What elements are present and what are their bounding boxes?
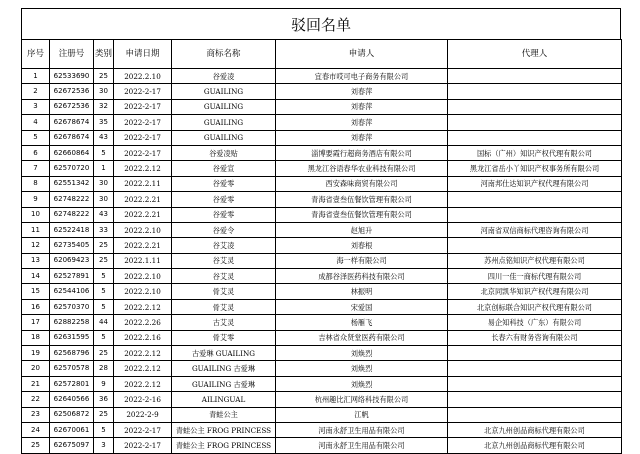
cell-mark: 谷爱令 bbox=[172, 222, 276, 237]
cell-applicant: 宋爱国 bbox=[276, 299, 448, 314]
cell-seq: 15 bbox=[22, 284, 50, 299]
cell-mark: 骨艾灵 bbox=[172, 299, 276, 314]
cell-mark: GUAILING 古爱琳 bbox=[172, 376, 276, 391]
cell-reg-no: 62533690 bbox=[50, 69, 94, 84]
cell-applicant: 杭州趣比汇网络科技有限公司 bbox=[276, 392, 448, 407]
cell-seq: 3 bbox=[22, 99, 50, 114]
cell-reg-no: 62678674 bbox=[50, 130, 94, 145]
cell-class: 5 bbox=[94, 330, 114, 345]
cell-agent: 苏州点铭知识产权代理有限公司 bbox=[448, 253, 622, 268]
cell-agent bbox=[448, 392, 622, 407]
cell-applicant: 河南永舒卫生用品有限公司 bbox=[276, 422, 448, 437]
table-row bbox=[22, 176, 622, 191]
cell-class: 36 bbox=[94, 392, 114, 407]
cell-date: 2022.2.16 bbox=[114, 330, 172, 345]
table-row bbox=[22, 130, 622, 145]
cell-seq: 20 bbox=[22, 361, 50, 376]
cell-date: 2022.2.12 bbox=[114, 161, 172, 176]
cell-seq: 2 bbox=[22, 84, 50, 99]
table-row bbox=[22, 222, 622, 237]
cell-class: 5 bbox=[94, 422, 114, 437]
cell-applicant: 杨雁飞 bbox=[276, 315, 448, 330]
cell-class: 5 bbox=[94, 269, 114, 284]
cell-seq: 12 bbox=[22, 238, 50, 253]
cell-agent: 长春六有财务咨询有限公司 bbox=[448, 330, 622, 345]
cell-applicant: 吉林省众贤堂医药有限公司 bbox=[276, 330, 448, 345]
cell-date: 2022-2-17 bbox=[114, 130, 172, 145]
cell-seq: 17 bbox=[22, 315, 50, 330]
table-row bbox=[22, 99, 622, 114]
cell-reg-no: 62572801 bbox=[50, 376, 94, 391]
cell-seq: 13 bbox=[22, 253, 50, 268]
cell-mark: 谷艾灵 bbox=[172, 253, 276, 268]
cell-applicant: 刘春萍 bbox=[276, 99, 448, 114]
cell-applicant: 刘春萍 bbox=[276, 115, 448, 130]
table-row bbox=[22, 392, 622, 407]
cell-class: 30 bbox=[94, 84, 114, 99]
table-row bbox=[22, 269, 622, 284]
cell-agent bbox=[448, 207, 622, 222]
header-class: 类别 bbox=[94, 40, 114, 69]
cell-mark: 青蛙公主 FROG PRINCESS bbox=[172, 422, 276, 437]
cell-applicant: 江帆 bbox=[276, 407, 448, 422]
cell-date: 2022-2-17 bbox=[114, 84, 172, 99]
cell-date: 2022-2-9 bbox=[114, 407, 172, 422]
cell-applicant: 河南永舒卫生用品有限公司 bbox=[276, 438, 448, 453]
cell-seq: 21 bbox=[22, 376, 50, 391]
table-row bbox=[22, 330, 622, 345]
cell-agent: 四川一佳一商标代理有限公司 bbox=[448, 269, 622, 284]
cell-agent bbox=[448, 99, 622, 114]
table-row bbox=[22, 438, 622, 453]
cell-seq: 8 bbox=[22, 176, 50, 191]
cell-date: 2022-2-17 bbox=[114, 145, 172, 160]
cell-mark: 古艾灵 bbox=[172, 315, 276, 330]
cell-mark: 谷爱零 bbox=[172, 176, 276, 191]
table-row bbox=[22, 192, 622, 207]
cell-reg-no: 62748222 bbox=[50, 192, 94, 207]
table-row bbox=[22, 422, 622, 437]
cell-seq: 1 bbox=[22, 69, 50, 84]
cell-date: 2022-2-16 bbox=[114, 392, 172, 407]
cell-mark: 谷爱宣 bbox=[172, 161, 276, 176]
cell-applicant: 刘春根 bbox=[276, 238, 448, 253]
cell-mark: 谷爱凌 bbox=[172, 69, 276, 84]
cell-date: 2022.2.21 bbox=[114, 207, 172, 222]
cell-date: 2022.2.10 bbox=[114, 284, 172, 299]
cell-seq: 9 bbox=[22, 192, 50, 207]
cell-class: 44 bbox=[94, 315, 114, 330]
cell-reg-no: 62069423 bbox=[50, 253, 94, 268]
cell-mark: 谷爱零 bbox=[172, 207, 276, 222]
cell-agent: 国标（广州）知识产权代理有限公司 bbox=[448, 145, 622, 160]
header-mark: 商标名称 bbox=[172, 40, 276, 69]
cell-reg-no: 62631595 bbox=[50, 330, 94, 345]
cell-date: 2022.2.10 bbox=[114, 222, 172, 237]
cell-applicant: 黑龙江谷语春华农业科技有限公司 bbox=[276, 161, 448, 176]
cell-agent bbox=[448, 69, 622, 84]
table-row bbox=[22, 315, 622, 330]
cell-mark: 青蛙公主 FROG PRINCESS bbox=[172, 438, 276, 453]
cell-class: 25 bbox=[94, 253, 114, 268]
cell-class: 25 bbox=[94, 407, 114, 422]
cell-reg-no: 62672536 bbox=[50, 99, 94, 114]
cell-class: 5 bbox=[94, 299, 114, 314]
table-header-row bbox=[22, 40, 622, 69]
cell-reg-no: 62660864 bbox=[50, 145, 94, 160]
cell-agent: 北京创标联合知识产权代理有限公司 bbox=[448, 299, 622, 314]
table-row bbox=[22, 376, 622, 391]
cell-mark: GUAILING bbox=[172, 115, 276, 130]
cell-date: 2022.2.12 bbox=[114, 299, 172, 314]
cell-class: 30 bbox=[94, 176, 114, 191]
cell-class: 25 bbox=[94, 238, 114, 253]
cell-class: 43 bbox=[94, 130, 114, 145]
cell-applicant: 淄博要霞行超商务酒店有限公司 bbox=[276, 145, 448, 160]
cell-seq: 23 bbox=[22, 407, 50, 422]
cell-agent bbox=[448, 376, 622, 391]
cell-class: 35 bbox=[94, 115, 114, 130]
cell-applicant: 林振明 bbox=[276, 284, 448, 299]
cell-reg-no: 62522418 bbox=[50, 222, 94, 237]
table-row bbox=[22, 299, 622, 314]
table-row bbox=[22, 207, 622, 222]
header-agent: 代理人 bbox=[448, 40, 622, 69]
header-applicant: 申请人 bbox=[276, 40, 448, 69]
cell-mark: GUAILING bbox=[172, 84, 276, 99]
cell-reg-no: 62570370 bbox=[50, 299, 94, 314]
cell-applicant: 青海省壹叁伍餐饮管理有限公司 bbox=[276, 192, 448, 207]
table-row bbox=[22, 253, 622, 268]
cell-seq: 7 bbox=[22, 161, 50, 176]
table-row bbox=[22, 115, 622, 130]
cell-mark: GUAILING bbox=[172, 130, 276, 145]
cell-reg-no: 62570720 bbox=[50, 161, 94, 176]
cell-date: 2022.2.12 bbox=[114, 361, 172, 376]
cell-seq: 11 bbox=[22, 222, 50, 237]
cell-seq: 16 bbox=[22, 299, 50, 314]
cell-date: 2022.2.26 bbox=[114, 315, 172, 330]
cell-mark: 谷艾凌 bbox=[172, 238, 276, 253]
table-row bbox=[22, 161, 622, 176]
cell-mark: 骨艾灵 bbox=[172, 284, 276, 299]
rejection-table bbox=[21, 39, 622, 454]
cell-date: 2022.2.21 bbox=[114, 238, 172, 253]
cell-class: 25 bbox=[94, 69, 114, 84]
cell-date: 2022.2.12 bbox=[114, 346, 172, 361]
cell-applicant: 刘焕烈 bbox=[276, 346, 448, 361]
page-title: 驳回名单 bbox=[21, 8, 621, 39]
cell-applicant: 刘焕烈 bbox=[276, 361, 448, 376]
cell-reg-no: 62678674 bbox=[50, 115, 94, 130]
cell-class: 28 bbox=[94, 361, 114, 376]
rejection-list-sheet bbox=[21, 8, 621, 454]
cell-class: 43 bbox=[94, 207, 114, 222]
cell-seq: 5 bbox=[22, 130, 50, 145]
cell-agent: 黑龙江省岳小丫知识产权事务所有限公司 bbox=[448, 161, 622, 176]
cell-mark: 谷爱零 bbox=[172, 192, 276, 207]
cell-mark: 谷爱凌贴 bbox=[172, 145, 276, 160]
cell-date: 2022.2.11 bbox=[114, 176, 172, 191]
cell-mark: 古爱琳 GUAILING bbox=[172, 346, 276, 361]
table-row bbox=[22, 407, 622, 422]
cell-date: 2022.2.21 bbox=[114, 192, 172, 207]
cell-agent: 易企知科技（广东）有限公司 bbox=[448, 315, 622, 330]
table-row bbox=[22, 361, 622, 376]
cell-agent: 河南邦仕达知识产权代理有限公司 bbox=[448, 176, 622, 191]
cell-reg-no: 62506872 bbox=[50, 407, 94, 422]
cell-date: 2022-2-17 bbox=[114, 438, 172, 453]
cell-reg-no: 62640566 bbox=[50, 392, 94, 407]
table-body bbox=[22, 69, 622, 454]
cell-reg-no: 62672536 bbox=[50, 84, 94, 99]
cell-applicant: 宜春市哎可电子商务有限公司 bbox=[276, 69, 448, 84]
table-row bbox=[22, 145, 622, 160]
table-row bbox=[22, 346, 622, 361]
cell-agent: 北京九州创品商标代理有限公司 bbox=[448, 438, 622, 453]
cell-date: 2022-2-17 bbox=[114, 115, 172, 130]
cell-reg-no: 62675097 bbox=[50, 438, 94, 453]
cell-class: 25 bbox=[94, 346, 114, 361]
cell-applicant: 刘春萍 bbox=[276, 84, 448, 99]
table-row bbox=[22, 84, 622, 99]
header-seq: 序号 bbox=[22, 40, 50, 69]
cell-reg-no: 62670061 bbox=[50, 422, 94, 437]
cell-class: 9 bbox=[94, 376, 114, 391]
cell-applicant: 西安森味商贸有限公司 bbox=[276, 176, 448, 191]
cell-applicant: 刘春萍 bbox=[276, 130, 448, 145]
cell-agent bbox=[448, 130, 622, 145]
cell-mark: 青蛙公主 bbox=[172, 407, 276, 422]
cell-seq: 14 bbox=[22, 269, 50, 284]
cell-applicant: 青海省壹叁伍餐饮管理有限公司 bbox=[276, 207, 448, 222]
cell-class: 3 bbox=[94, 438, 114, 453]
cell-seq: 24 bbox=[22, 422, 50, 437]
cell-agent bbox=[448, 192, 622, 207]
cell-date: 2022.2.10 bbox=[114, 69, 172, 84]
cell-agent: 北京同凯华知识产权代理有限公司 bbox=[448, 284, 622, 299]
cell-applicant: 成都谷泽医药科技有限公司 bbox=[276, 269, 448, 284]
cell-mark: AILINGUAL bbox=[172, 392, 276, 407]
cell-class: 5 bbox=[94, 284, 114, 299]
cell-reg-no: 62735405 bbox=[50, 238, 94, 253]
cell-agent: 北京九州创品商标代理有限公司 bbox=[448, 422, 622, 437]
cell-seq: 19 bbox=[22, 346, 50, 361]
cell-date: 2022.2.12 bbox=[114, 376, 172, 391]
cell-class: 32 bbox=[94, 99, 114, 114]
cell-agent: 河南省双信商标代理咨询有限公司 bbox=[448, 222, 622, 237]
cell-applicant: 刘焕烈 bbox=[276, 376, 448, 391]
cell-seq: 4 bbox=[22, 115, 50, 130]
cell-agent bbox=[448, 346, 622, 361]
cell-date: 2022.1.11 bbox=[114, 253, 172, 268]
cell-seq: 25 bbox=[22, 438, 50, 453]
cell-date: 2022-2-17 bbox=[114, 422, 172, 437]
cell-seq: 22 bbox=[22, 392, 50, 407]
cell-reg-no: 62527891 bbox=[50, 269, 94, 284]
cell-class: 1 bbox=[94, 161, 114, 176]
cell-agent bbox=[448, 115, 622, 130]
cell-applicant: 海一样有限公司 bbox=[276, 253, 448, 268]
header-date: 申请日期 bbox=[114, 40, 172, 69]
cell-class: 5 bbox=[94, 145, 114, 160]
cell-agent bbox=[448, 238, 622, 253]
cell-mark: 谷艾灵 bbox=[172, 269, 276, 284]
cell-class: 33 bbox=[94, 222, 114, 237]
cell-mark: 骨艾零 bbox=[172, 330, 276, 345]
cell-reg-no: 62570578 bbox=[50, 361, 94, 376]
cell-reg-no: 62748222 bbox=[50, 207, 94, 222]
cell-agent bbox=[448, 407, 622, 422]
cell-date: 2022-2-17 bbox=[114, 99, 172, 114]
cell-reg-no: 62551342 bbox=[50, 176, 94, 191]
cell-reg-no: 62544106 bbox=[50, 284, 94, 299]
cell-reg-no: 62882258 bbox=[50, 315, 94, 330]
header-reg-no: 注册号 bbox=[50, 40, 94, 69]
cell-seq: 10 bbox=[22, 207, 50, 222]
cell-class: 30 bbox=[94, 192, 114, 207]
cell-seq: 18 bbox=[22, 330, 50, 345]
cell-agent bbox=[448, 84, 622, 99]
cell-applicant: 赵旭升 bbox=[276, 222, 448, 237]
table-row bbox=[22, 69, 622, 84]
table-row bbox=[22, 284, 622, 299]
cell-seq: 6 bbox=[22, 145, 50, 160]
table-row bbox=[22, 238, 622, 253]
cell-reg-no: 62568796 bbox=[50, 346, 94, 361]
cell-mark: GUAILING bbox=[172, 99, 276, 114]
cell-date: 2022.2.10 bbox=[114, 269, 172, 284]
cell-mark: GUAILING 古爱琳 bbox=[172, 361, 276, 376]
cell-agent bbox=[448, 361, 622, 376]
